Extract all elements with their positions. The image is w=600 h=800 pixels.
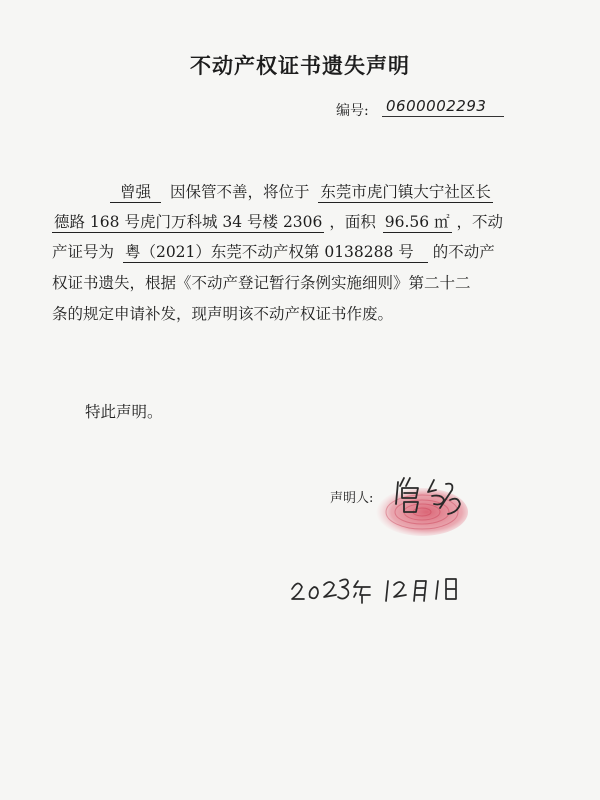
body-text-segment: 因保管不善，将位于 (169, 183, 310, 201)
body-line-3 (52, 240, 495, 263)
document-title: 不动产权证书遗失声明 (190, 53, 410, 78)
body-text-segment: 的不动产 (432, 243, 495, 261)
address-field-part1: 东莞市虎门镇大宁社区长 (318, 180, 493, 203)
certificate-number-field: 粤（2021）东莞不动产权第 0138288 号 (123, 240, 428, 263)
declarant-block (330, 480, 490, 540)
handwritten-signature (388, 474, 478, 524)
serial-value-handwritten: 0600002293 (382, 96, 504, 117)
area-field: 96.56 ㎡ (383, 210, 452, 233)
closing-statement: 特此声明。 (85, 403, 163, 421)
body-line-2 (52, 210, 503, 233)
address-field-part2: 德路 168 号虎门万科城 34 号楼 2306 (52, 210, 324, 233)
body-text-segment: ，面积 (329, 213, 376, 231)
body-text-segment: ，不动 (456, 213, 504, 231)
serial-label: 编号: (336, 103, 369, 119)
body-line-4: 权证书遗失，根据《不动产登记暂行条例实施细则》第二十二 (52, 274, 471, 292)
body-text-segment: 产证号为 (52, 243, 115, 261)
declarant-name-field: 曾强 (110, 180, 161, 203)
body-line-5: 条的规定申请补发，现声明该不动产权证书作废。 (52, 305, 394, 323)
declarant-label: 声明人: (330, 491, 374, 506)
body-line-1 (110, 180, 493, 203)
handwritten-date (290, 573, 490, 613)
